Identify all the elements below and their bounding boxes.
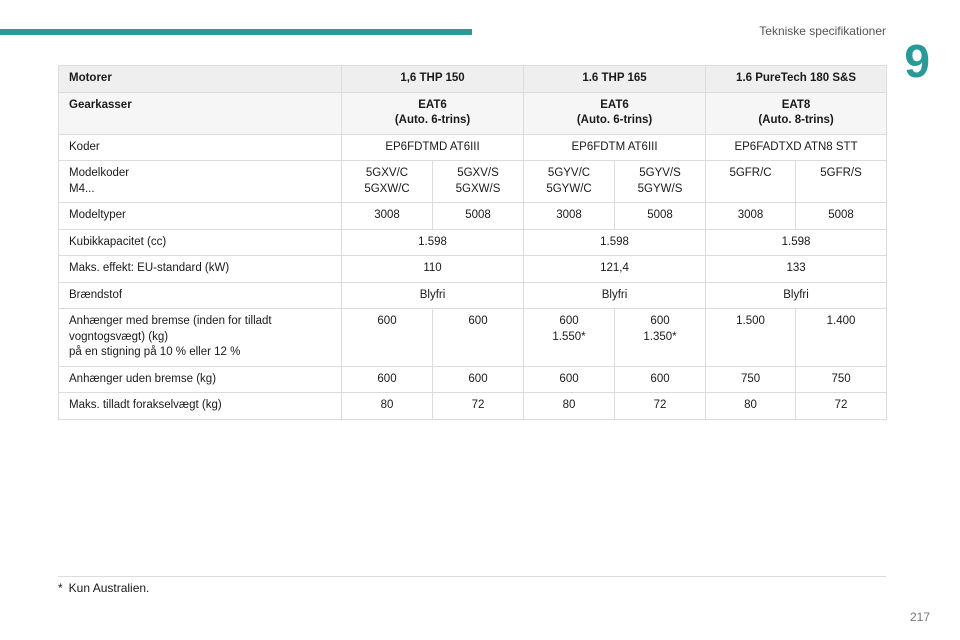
header-accent-bar [0, 29, 472, 35]
unbraked-trailer-cell: 750 [796, 366, 887, 393]
code-line: 5GXW/S [455, 182, 501, 195]
braked-trailer-cell [524, 309, 615, 367]
row-label: Brændstof [59, 282, 342, 309]
code-line: 5GFR/C [729, 167, 772, 180]
unbraked-trailer-cell: 600 [524, 366, 615, 393]
code-cell: EP6FDTMD AT6III [342, 134, 524, 161]
row-modelkoder [59, 161, 887, 203]
value-line: 600 [650, 315, 670, 328]
unbraked-trailer-cell: 600 [433, 366, 524, 393]
row-forakselvaegt [59, 393, 887, 420]
footnote-divider [58, 576, 886, 577]
row-label [59, 161, 342, 203]
front-axle-cell: 80 [706, 393, 796, 420]
model-code-cell [706, 161, 796, 203]
braked-trailer-cell [796, 309, 887, 367]
page-number: 217 [909, 610, 930, 624]
engine-header: 1.6 PureTech 180 S&S [706, 66, 887, 93]
label-line: Modelkoder [69, 167, 130, 180]
code-cell: EP6FADTXD ATN8 STT [706, 134, 887, 161]
fuel-cell: Blyfri [706, 282, 887, 309]
model-code-cell [615, 161, 706, 203]
gearbox-name: EAT8 [781, 98, 811, 111]
row-label: Maks. tilladt forakselvægt (kg) [59, 393, 342, 420]
front-axle-cell: 72 [796, 393, 887, 420]
front-axle-cell: 72 [433, 393, 524, 420]
braked-trailer-cell [615, 309, 706, 367]
row-label: Kubikkapacitet (cc) [59, 229, 342, 256]
row-effekt [59, 256, 887, 283]
row-label [59, 309, 342, 367]
power-cell: 133 [706, 256, 887, 283]
front-axle-cell: 72 [615, 393, 706, 420]
row-gearkasser [59, 92, 887, 134]
gearbox-name: EAT6 [600, 98, 629, 111]
label-line: vogntogsvægt) (kg) [69, 330, 169, 343]
displacement-cell: 1.598 [524, 229, 706, 256]
power-cell: 121,4 [524, 256, 706, 283]
row-label: Motorer [59, 66, 342, 93]
chapter-number: 9 [904, 35, 930, 87]
value-line: 1.500 [736, 315, 765, 328]
braked-trailer-cell [342, 309, 433, 367]
braked-trailer-cell [433, 309, 524, 367]
gearbox-cell [706, 92, 887, 134]
value-line: 1.550* [552, 330, 586, 343]
row-label: Maks. effekt: EU-standard (kW) [59, 256, 342, 283]
displacement-cell: 1.598 [706, 229, 887, 256]
value-line: 1.400 [826, 315, 856, 328]
model-code-cell [433, 161, 524, 203]
gearbox-desc: (Auto. 6-trins) [576, 114, 653, 127]
code-cell: EP6FDTM AT6III [524, 134, 706, 161]
row-label: Modeltyper [59, 203, 342, 230]
code-line: 5GYW/S [637, 182, 683, 195]
label-line: M4... [69, 182, 95, 195]
model-code-cell [524, 161, 615, 203]
unbraked-trailer-cell: 600 [342, 366, 433, 393]
code-line: 5GYW/C [546, 182, 592, 195]
value-line: 600 [377, 315, 397, 328]
label-line: Anhænger med bremse (inden for tilladt [69, 315, 272, 328]
value-line: 600 [468, 315, 488, 328]
model-type-cell: 5008 [433, 203, 524, 230]
fuel-cell: Blyfri [524, 282, 706, 309]
value-line: 600 [559, 315, 579, 328]
unbraked-trailer-cell: 750 [706, 366, 796, 393]
unbraked-trailer-cell: 600 [615, 366, 706, 393]
footnote-text: Kun Australien. [68, 581, 150, 595]
code-line: 5GFR/S [820, 167, 862, 180]
gearbox-cell [524, 92, 706, 134]
fuel-cell: Blyfri [342, 282, 524, 309]
model-type-cell: 3008 [706, 203, 796, 230]
model-type-cell: 3008 [342, 203, 433, 230]
row-koder [59, 134, 887, 161]
model-type-cell: 3008 [524, 203, 615, 230]
model-type-cell: 5008 [796, 203, 887, 230]
spec-table [58, 65, 887, 420]
model-code-cell [342, 161, 433, 203]
code-line: 5GXW/C [364, 182, 410, 195]
displacement-cell: 1.598 [342, 229, 524, 256]
footnote [58, 581, 149, 595]
gearbox-desc: (Auto. 8-trins) [758, 114, 834, 127]
engine-header: 1,6 THP 150 [342, 66, 524, 93]
footnote-marker: * [58, 581, 63, 595]
code-line: 5GYV/S [639, 167, 681, 180]
label-line: på en stigning på 10 % eller 12 % [69, 346, 241, 359]
row-label: Anhænger uden bremse (kg) [59, 366, 342, 393]
code-line: 5GYV/C [547, 167, 591, 180]
code-line: 5GXV/C [365, 167, 409, 180]
row-kubikkapacitet [59, 229, 887, 256]
section-title: Tekniske specifikationer [759, 24, 886, 38]
front-axle-cell: 80 [524, 393, 615, 420]
gearbox-desc: (Auto. 6-trins) [394, 114, 471, 127]
power-cell: 110 [342, 256, 524, 283]
braked-trailer-cell [706, 309, 796, 367]
row-braendstof [59, 282, 887, 309]
gearbox-cell [342, 92, 524, 134]
row-modeltyper [59, 203, 887, 230]
value-line: 1.350* [643, 330, 677, 343]
code-line: 5GXV/S [457, 167, 499, 180]
row-anhaenger-med-bremse [59, 309, 887, 367]
row-label: Koder [59, 134, 342, 161]
model-type-cell: 5008 [615, 203, 706, 230]
row-anhaenger-uden-bremse [59, 366, 887, 393]
row-label: Gearkasser [59, 92, 342, 134]
engine-header: 1.6 THP 165 [524, 66, 706, 93]
row-motorer [59, 66, 887, 93]
front-axle-cell: 80 [342, 393, 433, 420]
gearbox-name: EAT6 [418, 98, 447, 111]
model-code-cell [796, 161, 887, 203]
